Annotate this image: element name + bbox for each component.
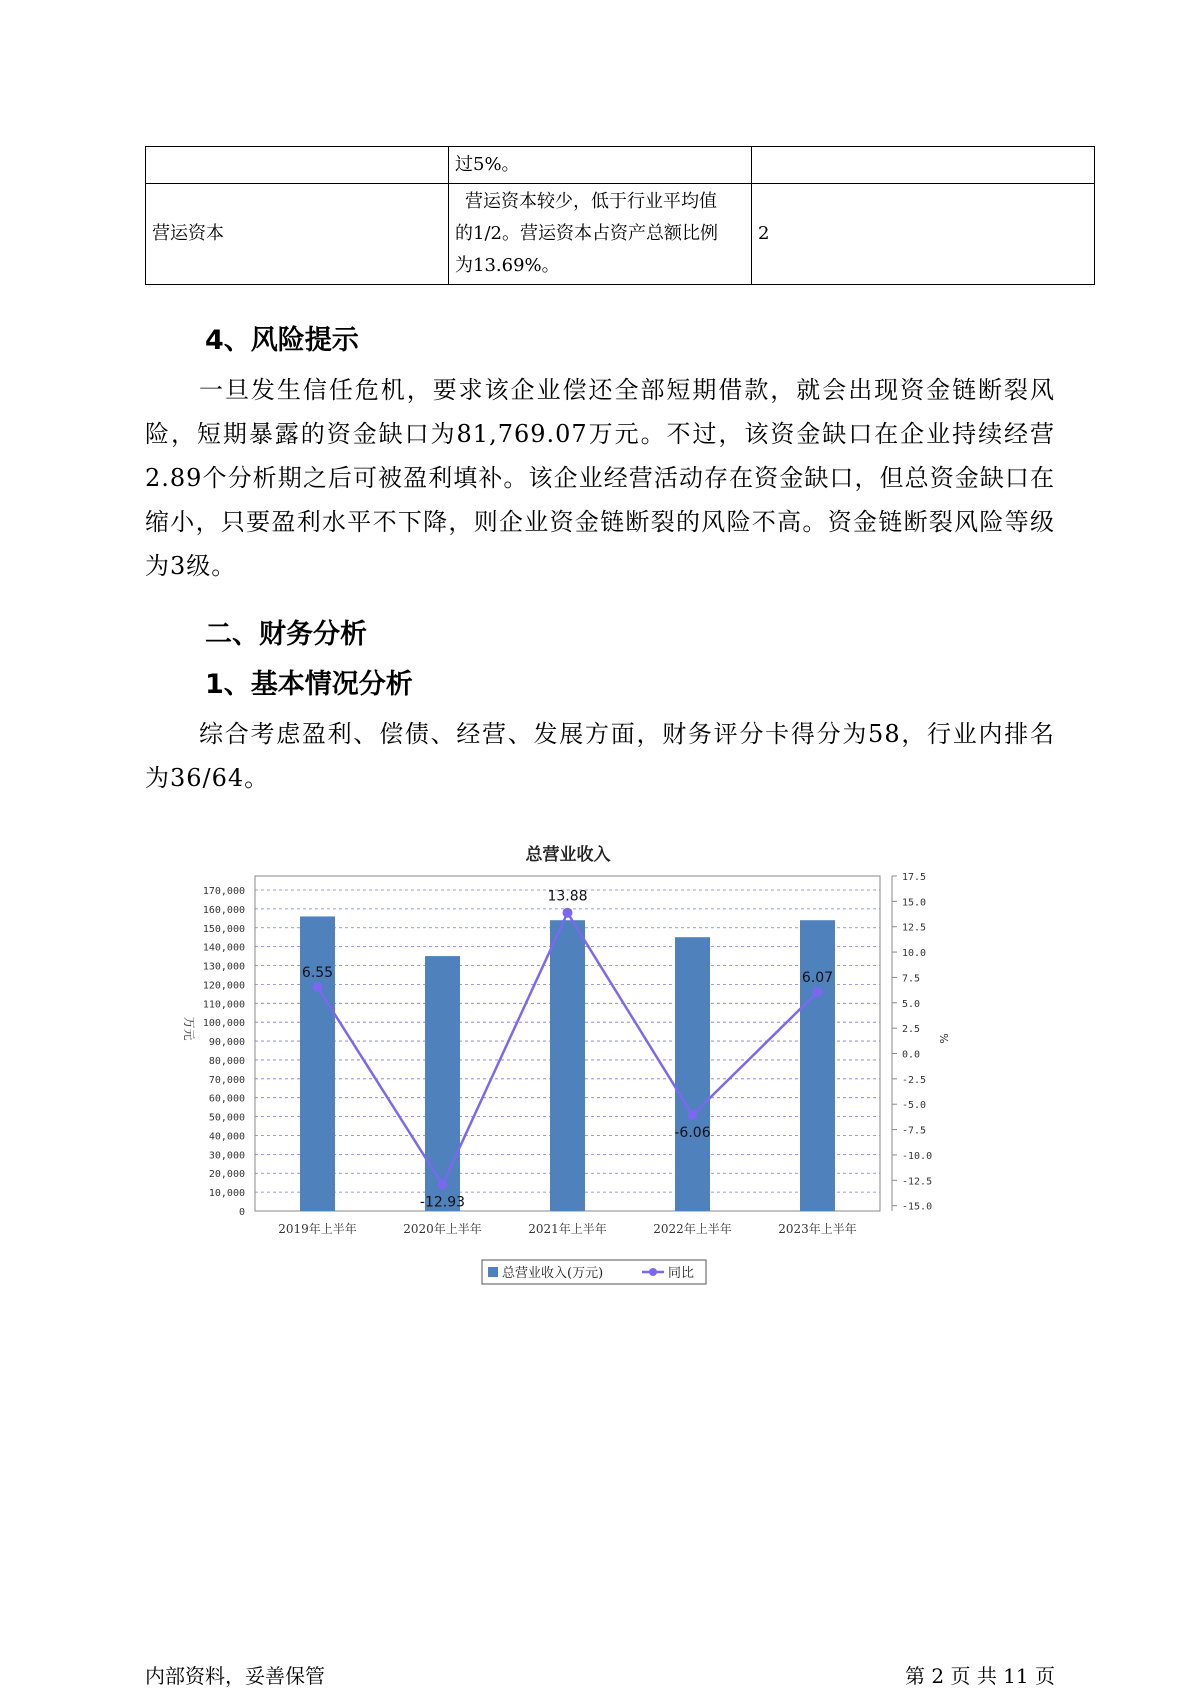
chart-title: 总营业收入	[525, 845, 611, 865]
y-tick-label: 100,000	[202, 1018, 245, 1030]
y2-tick-label: -15.0	[902, 1201, 933, 1213]
yoy-point	[688, 1110, 698, 1120]
data-label: -12.93	[419, 1194, 466, 1211]
y-tick-label: 30,000	[208, 1150, 245, 1162]
y-tick-label: 90,000	[208, 1037, 245, 1049]
y2-tick-label: 5.0	[902, 998, 921, 1010]
cell-line: 营运资本较少，低于行业平均值	[465, 191, 717, 212]
footer-confidential: 内部资料，妥善保管	[145, 1664, 325, 1688]
table-row	[146, 184, 1095, 285]
y2-axis-label: %	[937, 1033, 950, 1044]
cell-line: 的1/2。营运资本占资产总额比例	[455, 223, 718, 244]
bar-mark	[550, 920, 585, 1211]
y-tick-label: 10,000	[208, 1188, 245, 1200]
y-tick-label: 0	[238, 1207, 245, 1218]
y-axis-label: 万元	[182, 1016, 196, 1041]
yoy-point	[313, 982, 323, 992]
y-tick-label: 130,000	[202, 961, 245, 973]
x-tick-label: 2019年上半年	[278, 1222, 357, 1236]
y-tick-label: 70,000	[208, 1074, 245, 1086]
legend-bar-swatch	[488, 1267, 498, 1277]
bar-mark	[800, 920, 835, 1211]
legend-line-marker	[649, 1268, 657, 1276]
y2-tick-label: -12.5	[902, 1176, 933, 1188]
y2-tick-label: 15.0	[902, 897, 927, 909]
y-tick-label: 170,000	[202, 886, 245, 897]
y-tick-label: 80,000	[208, 1055, 245, 1067]
yoy-point	[813, 987, 823, 997]
y2-tick-label: 12.5	[902, 922, 927, 934]
table-cell	[146, 147, 449, 184]
y2-tick-label: -10.0	[902, 1150, 933, 1162]
table-cell: 过5%。	[449, 147, 752, 184]
table-cell-label: 营运资本	[146, 184, 449, 285]
data-label: -6.06	[674, 1124, 711, 1141]
subsection-heading-basic: 1、基本情况分析	[205, 669, 413, 700]
y-tick-label: 120,000	[202, 980, 245, 992]
y2-tick-label: -5.0	[902, 1100, 927, 1112]
yoy-point	[563, 908, 573, 918]
data-label: 13.88	[547, 888, 588, 905]
x-tick-label: 2023年上半年	[778, 1222, 857, 1236]
legend-line-label: 同比	[668, 1266, 695, 1281]
y-tick-label: 50,000	[208, 1112, 245, 1124]
table-cell	[752, 147, 1095, 184]
y-tick-label: 150,000	[202, 923, 245, 935]
y2-tick-label: 2.5	[902, 1024, 921, 1036]
revenue-chart	[170, 828, 1050, 1298]
y-tick-label: 160,000	[202, 904, 245, 916]
section-heading-risk: 4、风险提示	[205, 325, 359, 356]
y-tick-label: 110,000	[202, 999, 245, 1011]
bar-mark	[425, 956, 460, 1211]
data-label: 6.07	[801, 969, 834, 986]
x-tick-label: 2021年上半年	[528, 1222, 607, 1236]
y2-tick-label: 7.5	[902, 973, 921, 985]
y2-tick-label: 0.0	[902, 1049, 921, 1061]
y-tick-label: 40,000	[208, 1131, 245, 1143]
risk-table	[145, 146, 1095, 285]
bar-mark	[675, 937, 710, 1211]
table-cell-desc	[449, 184, 752, 285]
y2-tick-label: 10.0	[902, 948, 927, 960]
legend-bar-label: 总营业收入(万元)	[502, 1266, 604, 1281]
y-tick-label: 140,000	[202, 942, 245, 954]
table-row	[146, 147, 1095, 184]
basic-paragraph: 综合考虑盈利、偿债、经营、发展方面，财务评分卡得分为58，行业内排名为36/64。	[145, 720, 1055, 792]
table-cell-score: 2	[752, 184, 1095, 285]
x-tick-label: 2020年上半年	[403, 1222, 482, 1236]
y2-tick-label: -7.5	[902, 1125, 927, 1137]
cell-line: 为13.69%。	[455, 255, 560, 276]
risk-paragraph: 一旦发生信任危机，要求该企业偿还全部短期借款，就会出现资金链断裂风险，短期暴露的资金缺口为81,769.07万元。不过，该资金缺口在企业持续经营 2.89个分析期之后可被盈利填补。该企业经营活动存在资金缺口，但总资金缺口在缩小，只要盈利水平不下降，则企业资金链断裂的风险不高。资金链断裂风险等级为3级。	[145, 376, 1055, 580]
data-label: 6.55	[301, 965, 334, 982]
x-tick-label: 2022年上半年	[653, 1222, 732, 1236]
y-tick-label: 60,000	[208, 1093, 245, 1105]
y2-tick-label: 17.5	[902, 872, 927, 883]
footer-page-number: 第 2 页 共 11 页	[905, 1664, 1055, 1688]
y-tick-label: 20,000	[208, 1169, 245, 1181]
yoy-point	[438, 1180, 448, 1190]
bar-mark	[300, 916, 335, 1211]
section-heading-finance: 二、财务分析	[205, 619, 367, 650]
y2-tick-label: -2.5	[902, 1074, 927, 1086]
